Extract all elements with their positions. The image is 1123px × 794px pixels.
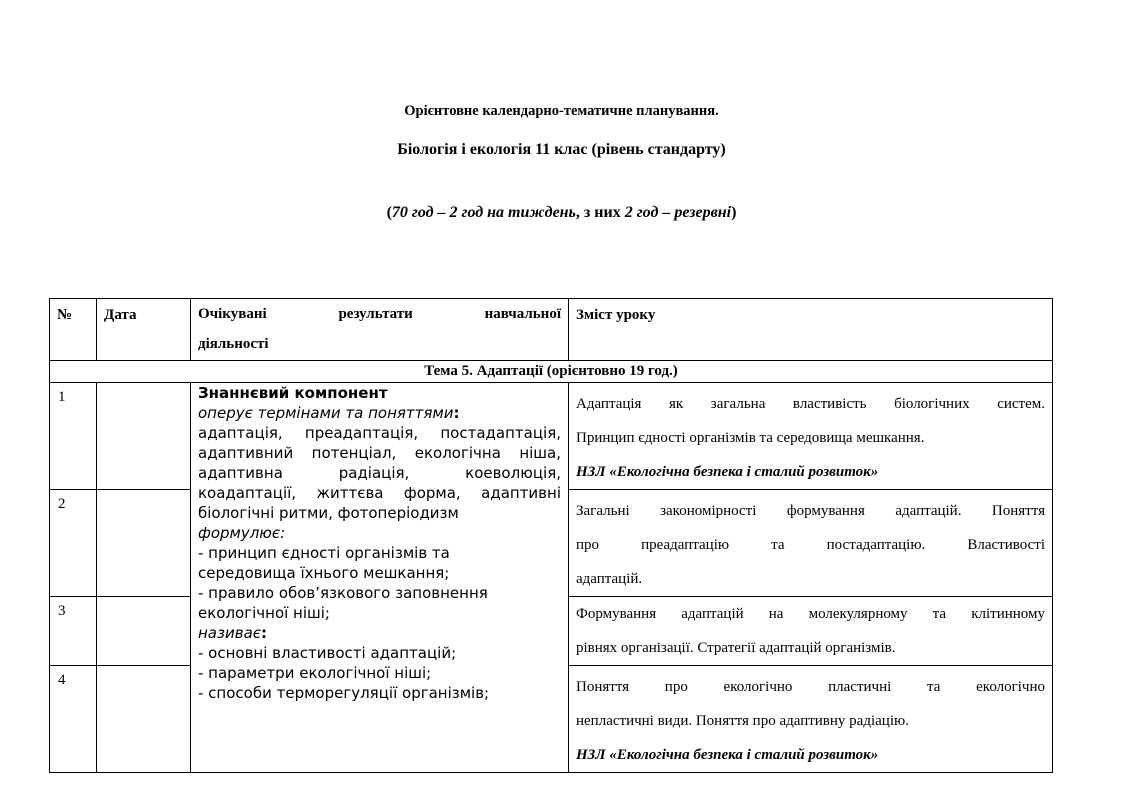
table-row bbox=[50, 383, 1053, 490]
hours-reserve: 2 год – резервні bbox=[624, 204, 732, 221]
names-item: - параметри екологічної ніші; bbox=[198, 664, 432, 682]
terms-line: біологічні ритми, фотоперіодизм bbox=[198, 504, 459, 522]
header-results bbox=[191, 299, 569, 361]
hours-close: ) bbox=[731, 204, 737, 221]
row-number: 3 bbox=[50, 597, 97, 666]
terms-line: коадаптації, життєва форма, адаптивні bbox=[198, 484, 561, 502]
topic-row bbox=[50, 361, 1053, 383]
planning-table bbox=[49, 298, 1053, 773]
row-number: 1 bbox=[50, 383, 97, 490]
header-date: Дата bbox=[97, 299, 191, 361]
names-item: - способи терморегуляції організмів; bbox=[198, 684, 490, 702]
formulates-item: середовища їхнього мешкання; bbox=[198, 564, 450, 582]
component-heading: Знаннєвий компонент bbox=[198, 384, 388, 402]
header-results-line2: діяльності bbox=[198, 336, 269, 352]
formulates-label: формулює: bbox=[198, 524, 286, 542]
row-date bbox=[97, 383, 191, 490]
terms-line: адаптація, преадаптація, постадаптація, bbox=[198, 424, 561, 442]
header-content: Зміст уроку bbox=[569, 299, 1053, 361]
formulates-item: - принцип єдності організмів та bbox=[198, 544, 450, 562]
header-number: № bbox=[50, 299, 97, 361]
hours-total: 70 год – 2 год на тиждень bbox=[391, 204, 576, 221]
lesson-content: Формування адаптацій на молекулярному та клітинному рівнях організації. Стратегії адаптацій організмів. bbox=[569, 597, 1053, 666]
formulates-item: екологічної ніші; bbox=[198, 604, 330, 622]
topic-title: Тема 5. Адаптації (орієнтовно 19 год.) bbox=[50, 361, 1053, 383]
lesson-content: Адаптація як загальна властивість біологічних систем. Принцип єдності організмів та середовища мешкання. НЗЛ «Екологічна безпека і сталий розвиток» bbox=[569, 383, 1053, 490]
row-date bbox=[97, 597, 191, 666]
subject-title: Біологія і екологія 11 клас (рівень стандарту) bbox=[397, 141, 726, 158]
document-title: Орієнтовне календарно-тематичне планування. bbox=[404, 103, 719, 119]
terms-line: адаптивна радіація, коеволюція, bbox=[198, 464, 561, 482]
header-results-word: навчальної bbox=[484, 306, 561, 322]
names-item: - основні властивості адаптацій; bbox=[198, 644, 457, 662]
terms-line: адаптивний потенціал, екологічна ніша, bbox=[198, 444, 561, 462]
lesson-content: Поняття про екологічно пластичні та екологічно непластичні види. Поняття про адаптивну радіацію. НЗЛ «Екологічна безпека і сталий розвиток» bbox=[569, 666, 1053, 773]
hours-middle: , з них bbox=[575, 204, 625, 221]
names-label: називає bbox=[198, 624, 261, 642]
table-header-row bbox=[50, 299, 1053, 361]
nzl-line: НЗЛ «Екологічна безпека і сталий розвиток» bbox=[576, 747, 879, 763]
header-results-word: Очікувані bbox=[198, 306, 267, 322]
row-number: 4 bbox=[50, 666, 97, 773]
formulates-item: - правило обов’язкового заповнення bbox=[198, 584, 488, 602]
row-number: 2 bbox=[50, 490, 97, 597]
row-date bbox=[97, 666, 191, 773]
hours-subtitle bbox=[0, 204, 1123, 222]
nzl-line: НЗЛ «Екологічна безпека і сталий розвиток» bbox=[576, 464, 879, 480]
expected-results-cell: Знаннєвий компонент оперує термінами та поняттями: адаптація, преадаптація, постадаптація, адаптивний потенціал, екологічна ніша, адаптивна радіація, коеволюція, коадаптації, життєва форма, адаптивні біологічні ритми, фотоперіодизм формулює: - принцип єдності організмів та середовища їхнього мешкання; - правило обов’язкового заповнення екологічної ніші; називає: - основні властивості адаптацій; - параметри екологічної ніші; - способи терморегуляції організмів; bbox=[191, 383, 569, 773]
row-date bbox=[97, 490, 191, 597]
hours-open: ( bbox=[386, 204, 392, 221]
header-results-word: результати bbox=[338, 306, 413, 322]
lesson-content: Загальні закономірності формування адаптацій. Поняття про преадаптацію та постадаптацію. Властивості адаптацій. bbox=[569, 490, 1053, 597]
operates-label: оперує термінами та поняттями bbox=[198, 404, 454, 422]
